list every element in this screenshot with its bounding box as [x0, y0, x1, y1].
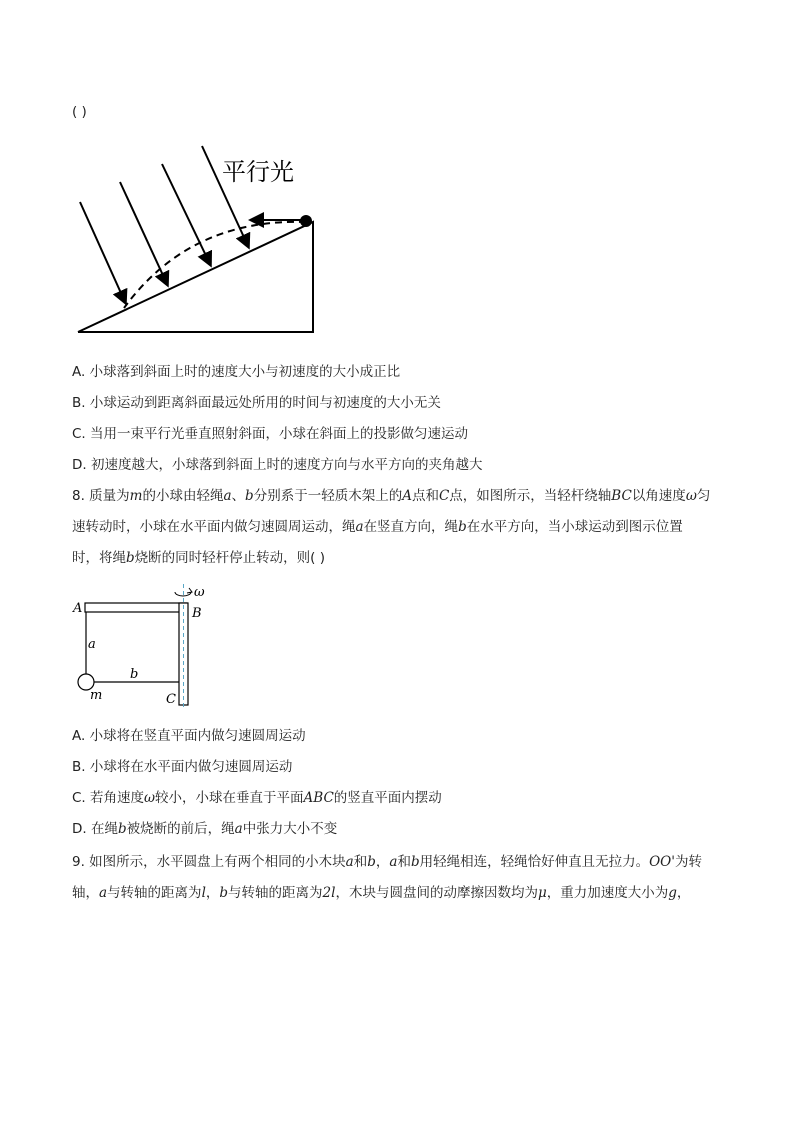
light-ray — [80, 202, 125, 302]
light-ray — [120, 182, 167, 284]
text: C. 若角速度 — [72, 790, 145, 806]
q7-option-c: C. 当用一束平行光垂直照射斜面，小球在斜面上的投影做匀速运动 — [72, 426, 469, 442]
text: 与转轴的距离为 — [107, 885, 202, 901]
var-OO-prime: OO' — [649, 854, 675, 870]
var-a: a — [345, 854, 354, 870]
text: 的小球由轻绳 — [142, 488, 224, 504]
text: ， — [676, 885, 691, 901]
var-omega: ω — [685, 488, 697, 504]
text: 8. 质量为 — [72, 488, 130, 504]
text: 中张力大小不变 — [242, 821, 338, 837]
q8-option-a: A. 小球将在竖直平面内做匀速圆周运动 — [72, 728, 306, 744]
label-a: a — [88, 637, 96, 652]
text: 与转轴的距离为 — [228, 885, 323, 901]
var-m: m — [129, 488, 143, 504]
var-l: l — [201, 885, 206, 901]
text: 9. 如图所示，水平圆盘上有两个相同的小木块 — [72, 854, 346, 870]
text: ，木块与圆盘间的动摩擦因数均为 — [335, 885, 538, 901]
parallel-light-label: 平行光 — [222, 158, 294, 186]
label-C: C — [166, 692, 176, 707]
label-A: A — [73, 601, 83, 616]
text: 用轻绳相连，轻绳恰好伸直且无拉力。 — [419, 854, 650, 870]
label-b: b — [130, 667, 139, 682]
var-ABC: ABC — [303, 790, 334, 806]
text: 点，如图所示，当轻杆绕轴 — [449, 488, 612, 504]
var-b: b — [410, 854, 420, 870]
text: 在水平方向，当小球运动到图示位置 — [466, 519, 683, 535]
text: 在竖直方向，绳 — [363, 519, 459, 535]
var-b: b — [367, 854, 376, 870]
var-b: b — [245, 488, 254, 504]
var-A: A — [402, 488, 412, 504]
var-2l: 2l — [322, 885, 336, 901]
text: ， — [205, 885, 220, 901]
label-B: B — [192, 606, 202, 621]
text: 和 — [397, 854, 411, 870]
top-beam — [85, 603, 187, 612]
figure-incline-parallel-light — [70, 140, 330, 340]
q8-option-c — [72, 788, 442, 808]
var-a: a — [99, 885, 108, 901]
q7-option-d: D. 初速度越大，小球落到斜面上时的速度方向与水平方向的夹角越大 — [72, 457, 483, 473]
var-b: b — [219, 885, 229, 901]
answer-bracket: ( ) — [72, 104, 87, 120]
text: 为转 — [674, 854, 702, 870]
var-a: a — [234, 821, 243, 837]
var-a: a — [355, 519, 364, 535]
text: 烧断的同时轻杆停止转动，则( ) — [134, 550, 325, 566]
text: 时，将绳 — [72, 550, 126, 566]
trajectory-dashed — [124, 222, 306, 308]
q8-stem-line1 — [72, 486, 710, 506]
var-a: a — [389, 854, 398, 870]
q8-option-b: B. 小球将在水平面内做匀速圆周运动 — [72, 759, 293, 775]
var-a: a — [223, 488, 232, 504]
q7-option-a: A. 小球落到斜面上时的速度大小与初速度的大小成正比 — [72, 364, 401, 380]
var-b: b — [126, 550, 135, 566]
text: 点和 — [411, 488, 439, 504]
text: ， — [375, 854, 390, 870]
q8-stem-line2 — [72, 517, 683, 537]
text: 匀 — [696, 488, 711, 504]
text: 被烧断的前后，绳 — [126, 821, 235, 837]
text: 轴， — [72, 885, 99, 901]
var-mu: μ — [537, 885, 547, 901]
var-BC: BC — [611, 488, 632, 504]
q9-stem-line2 — [72, 883, 690, 903]
q8-option-d — [72, 819, 337, 839]
q9-stem-line1 — [72, 852, 702, 872]
text: 和 — [353, 854, 368, 870]
text: 速转动时，小球在水平面内做匀速圆周运动，绳 — [72, 519, 356, 535]
light-ray — [162, 164, 210, 264]
label-omega: ω — [194, 585, 205, 600]
text: 以角速度 — [631, 488, 686, 504]
text: D. 在绳 — [72, 821, 118, 837]
var-C: C — [438, 488, 450, 504]
ball — [300, 215, 312, 227]
var-omega: ω — [144, 790, 156, 806]
text: 较小，小球在垂直于平面 — [155, 790, 304, 806]
q8-stem-line3 — [72, 548, 325, 568]
figure-frame-ball — [70, 582, 220, 712]
label-m: m — [90, 688, 103, 703]
text: 分别系于一轻质木架上的 — [253, 488, 403, 504]
var-b: b — [117, 821, 127, 837]
text: ，重力加速度大小为 — [546, 885, 669, 901]
var-b: b — [458, 519, 467, 535]
text: 的竖直平面内摆动 — [333, 790, 442, 806]
var-g: g — [668, 885, 677, 901]
text: 、 — [231, 488, 246, 504]
q7-option-b: B. 小球运动到距离斜面最远处所用的时间与初速度的大小无关 — [72, 395, 441, 411]
